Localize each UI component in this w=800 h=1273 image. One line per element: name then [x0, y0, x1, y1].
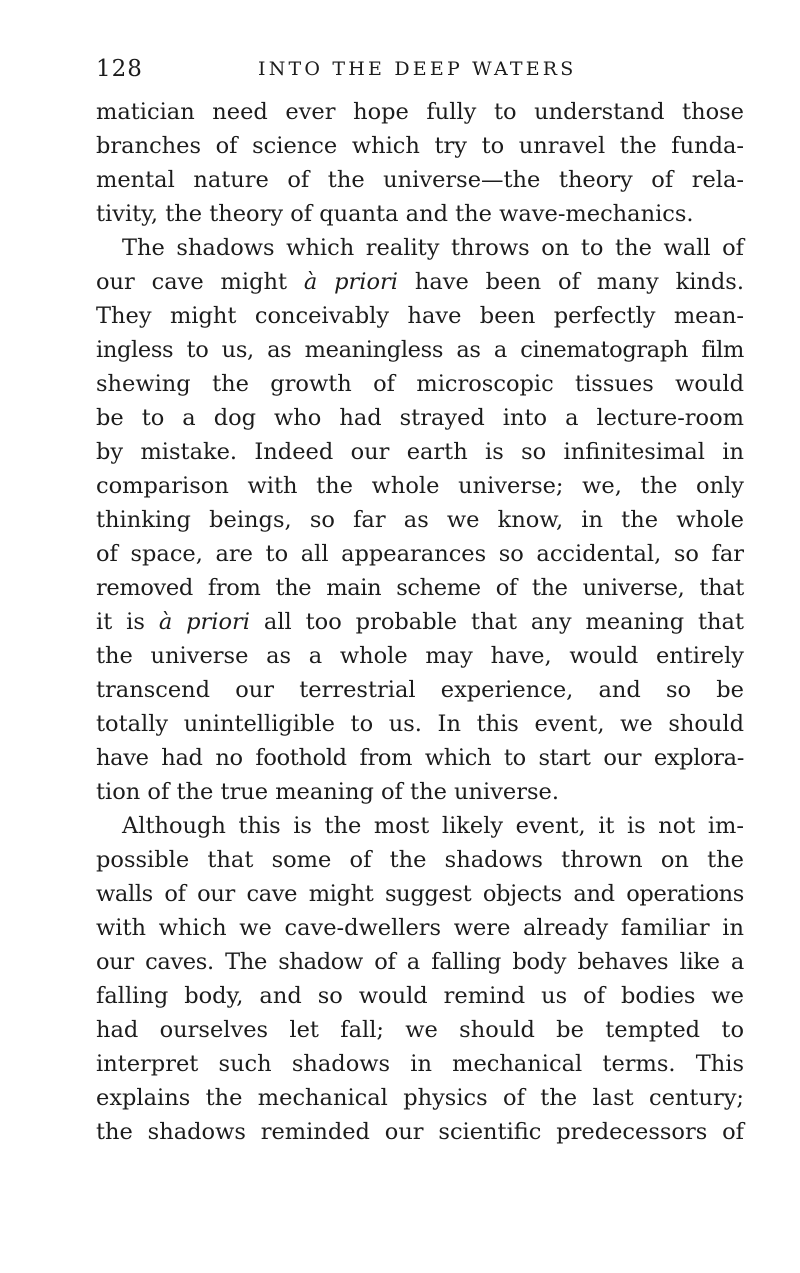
italic-phrase: à priori [303, 269, 398, 295]
text-line: comparison with the whole universe; we, the only [96, 473, 744, 499]
page-body [96, 95, 744, 1149]
text-line: the shadows reminded our scientific predecessors of [96, 1119, 744, 1145]
page-number: 128 [96, 56, 143, 82]
text-line: the universe as a whole may have, would entirely [96, 643, 744, 669]
text-line: be to a dog who had strayed into a lecture-room [96, 405, 744, 431]
text-line: walls of our cave might suggest objects and operations [96, 881, 744, 907]
text-line: have had no foothold from which to start our explora- [96, 745, 744, 771]
text-line-with-italic [96, 605, 744, 639]
text-run: have been of many kinds. [398, 269, 744, 295]
text-line: transcend our terrestrial experience, and so be [96, 677, 744, 703]
text-line: tion of the true meaning of the universe. [96, 779, 560, 805]
text-run: it is [96, 609, 159, 635]
text-line: They might conceivably have been perfectly mean- [96, 303, 744, 329]
text-line: removed from the main scheme of the universe, that [96, 575, 744, 601]
text-line: tivity, the theory of quanta and the wave-mechanics. [96, 201, 694, 227]
italic-phrase: à priori [158, 609, 250, 635]
paragraph-2 [96, 231, 744, 809]
paragraph-3 [96, 809, 744, 1149]
text-line: shewing the growth of microscopic tissues would [96, 371, 744, 397]
text-line-with-italic [96, 265, 744, 299]
text-line: our caves. The shadow of a falling body behaves like a [96, 949, 744, 975]
text-run: our cave might [96, 269, 304, 295]
paragraph-1 [96, 95, 744, 231]
running-title: INTO THE DEEP WATERS [258, 58, 577, 80]
text-line: matician need ever hope fully to understand those [96, 99, 744, 125]
text-line: Although this is the most likely event, it is not im- [122, 813, 744, 839]
running-header [96, 52, 744, 92]
text-line: interpret such shadows in mechanical terms. This [96, 1051, 744, 1077]
text-line: of space, are to all appearances so accidental, so far [96, 541, 744, 567]
text-line: thinking beings, so far as we know, in the whole [96, 507, 744, 533]
text-line: possible that some of the shadows thrown on the [96, 847, 744, 873]
text-line: branches of science which try to unravel the funda- [96, 133, 744, 159]
text-line: mental nature of the universe—the theory of rela- [96, 167, 744, 193]
text-line: had ourselves let fall; we should be tempted to [96, 1017, 744, 1043]
text-line: by mistake. Indeed our earth is so infinitesimal in [96, 439, 744, 465]
text-line: The shadows which reality throws on to the wall of [122, 235, 744, 261]
text-run: all too probable that any meaning that [250, 609, 744, 635]
text-line: explains the mechanical physics of the last century; [96, 1085, 744, 1111]
text-line: ingless to us, as meaningless as a cinematograph film [96, 337, 744, 363]
text-line: with which we cave-dwellers were already familiar in [96, 915, 744, 941]
text-line: falling body, and so would remind us of bodies we [96, 983, 744, 1009]
text-line: totally unintelligible to us. In this event, we should [96, 711, 744, 737]
book-page [96, 52, 744, 1149]
